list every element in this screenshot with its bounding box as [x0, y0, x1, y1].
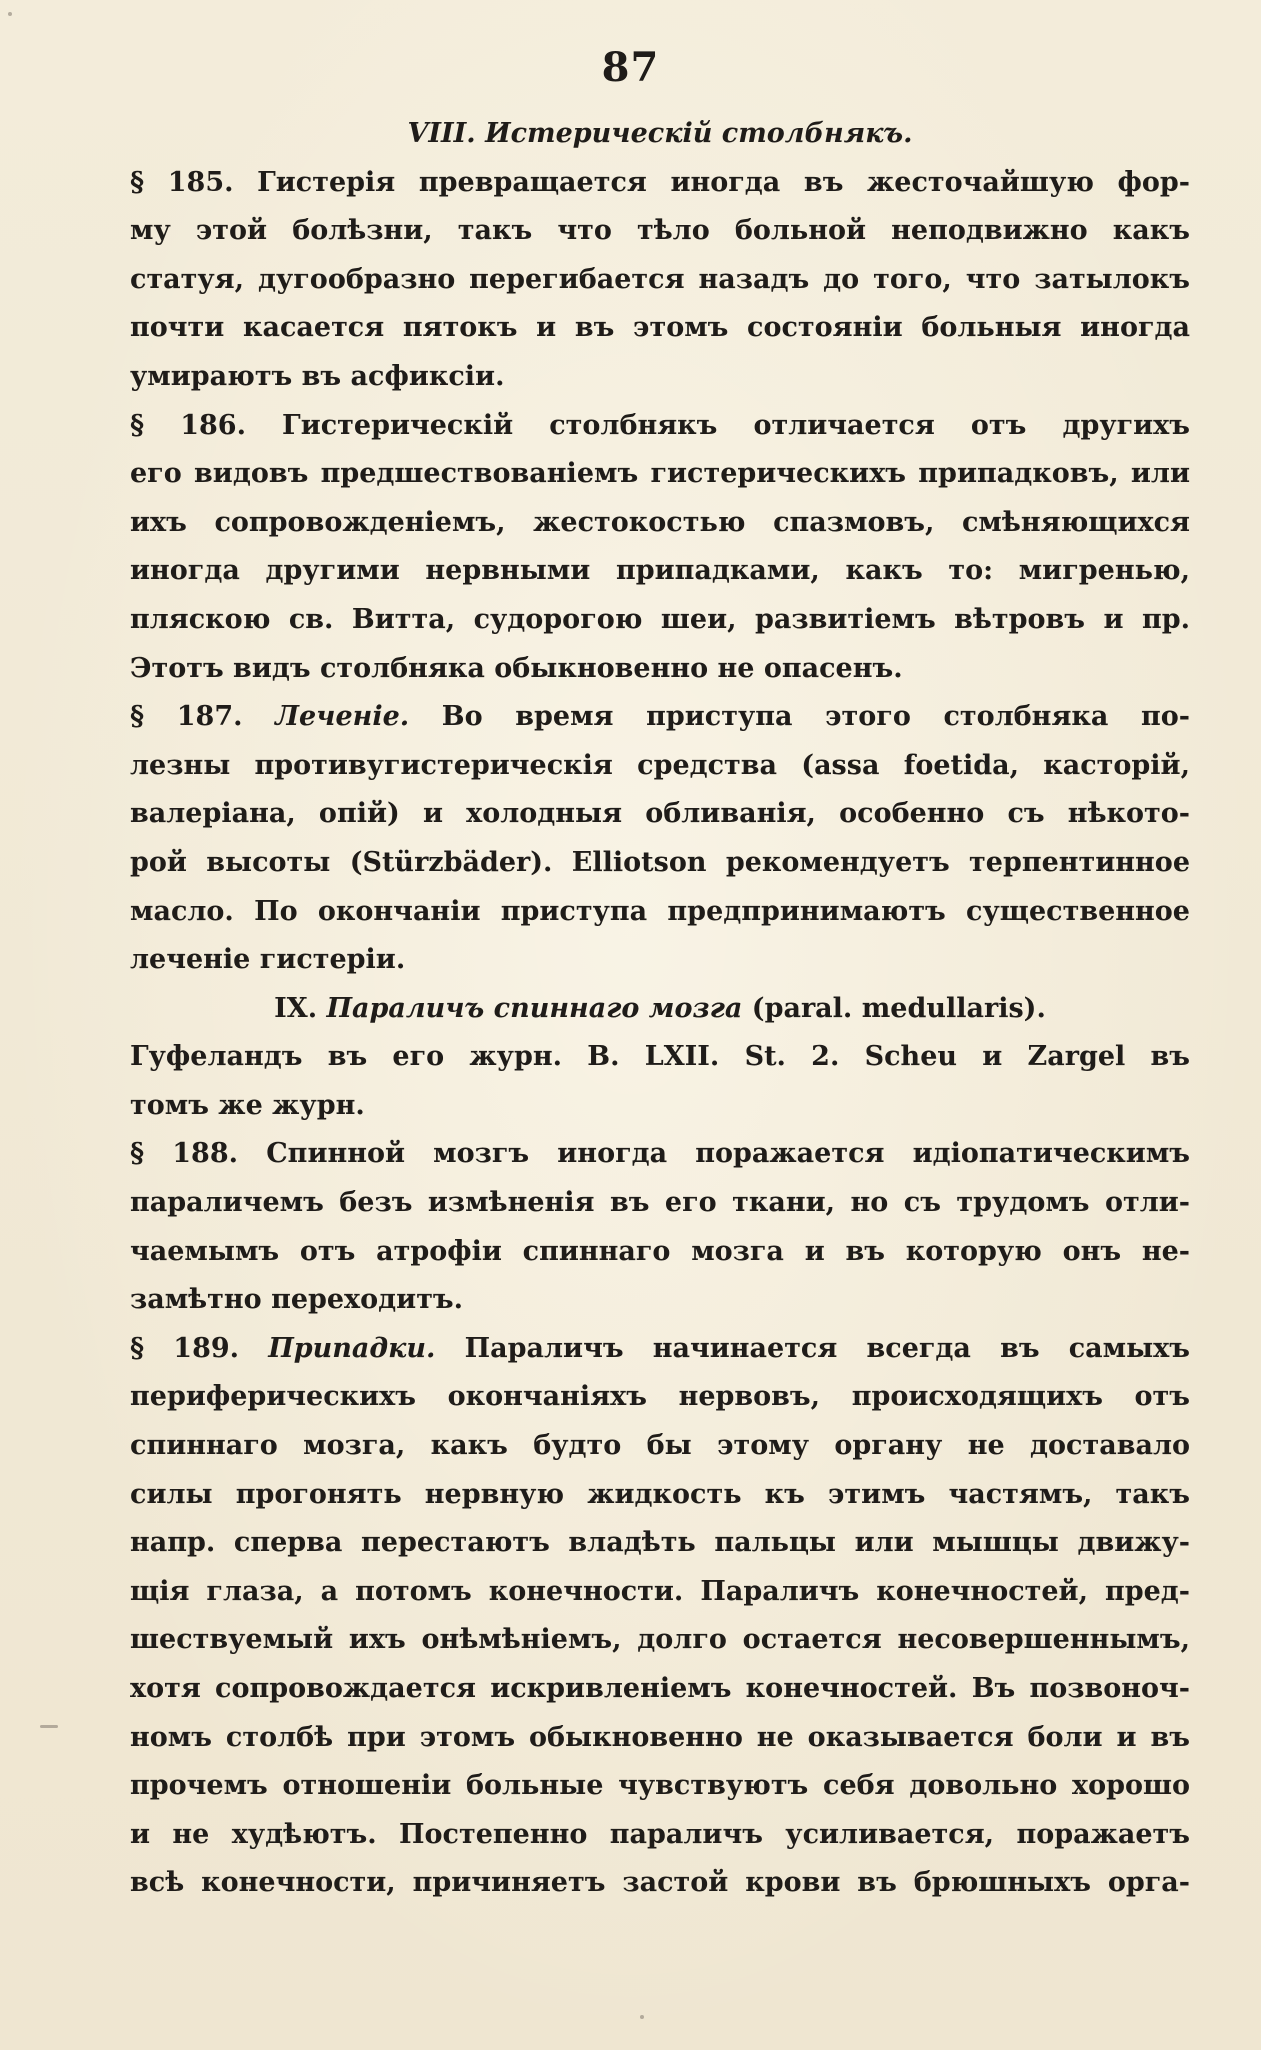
text-line — [130, 256, 1190, 305]
text-run: § 185. Гистерія превращается иногда въ жесточайшую фор- — [130, 166, 1190, 198]
text-run: рой высоты (Stürzbäder). Elliotson рекомендуетъ терпентинное — [130, 846, 1190, 878]
text-line — [130, 1859, 1190, 1908]
text-run: прочемъ отношеніи больные чувствуютъ себя довольно хорошо — [130, 1770, 1190, 1802]
italic-heading-text: Леченіе. — [275, 701, 410, 733]
text-run: леченіе гистеріи. — [130, 944, 406, 976]
text-run: § 186. Гистерическій столбнякъ отличается отъ другихъ — [130, 409, 1190, 441]
text-run: его видовъ предшествованіемъ гистерическихъ припадковъ, или — [130, 458, 1190, 490]
text-run: масло. По окончаніи приступа предпринимаютъ существенное — [130, 895, 1190, 927]
text-run: валеріана, опій) и холодныя обливанія, особенно съ нѣкото- — [130, 798, 1190, 830]
text-line — [130, 1714, 1190, 1763]
text-run: томъ же журн. — [130, 1089, 365, 1121]
text-line — [130, 353, 1190, 402]
text-run: чаемымъ отъ атрофіи спиннаго мозга и въ которую онъ не- — [130, 1235, 1190, 1267]
text-run: Этотъ видъ столбняка обыкновенно не опасенъ. — [130, 652, 903, 684]
text-run: лезны противугистерическія средства (assa foetida, касторій, — [130, 749, 1190, 781]
text-line — [130, 985, 1190, 1034]
text-run: хотя сопровождается искривленіемъ конечностей. Въ позвоноч- — [130, 1673, 1190, 1704]
text-line — [130, 1471, 1190, 1520]
text-line — [130, 1422, 1190, 1471]
text-run: § 189. — [130, 1332, 269, 1364]
scan-speck — [40, 1725, 58, 1728]
text-line — [130, 304, 1190, 353]
text-run: статуя, дугообразно перегибается назадъ до того, что затылокъ — [130, 263, 1190, 295]
text-run: Во время приступа этого столбняка по- — [409, 701, 1190, 733]
italic-heading-text: Припадки. — [268, 1332, 436, 1364]
text-line — [130, 1325, 1190, 1374]
italic-heading-text: VIII. Истерическій столбнякъ. — [407, 118, 913, 149]
text-line — [130, 839, 1190, 888]
text-line — [130, 1616, 1190, 1665]
italic-heading-text: Параличъ спиннаго мозга — [326, 992, 743, 1024]
text-line — [130, 1130, 1190, 1179]
text-line — [130, 888, 1190, 937]
text-run: почти касается пятокъ и въ этомъ состояніи больныя иногда — [130, 312, 1190, 344]
scan-speck — [8, 12, 12, 16]
text-line — [130, 547, 1190, 596]
text-run: шествуемый ихъ онѣмѣніемъ, долго остается несовершеннымъ, — [130, 1624, 1190, 1656]
text-line — [130, 450, 1190, 499]
text-run: щія глаза, а потомъ конечности. Параличъ конечностей, пред- — [130, 1575, 1190, 1607]
text-run: иногда другими нервными припадками, какъ то: мигренью, — [130, 555, 1190, 587]
text-line — [130, 1519, 1190, 1568]
text-run: параличемъ безъ измѣненія въ его ткани, но съ трудомъ отли- — [130, 1187, 1190, 1219]
text-line — [130, 1276, 1190, 1325]
text-run: § 188. Спинной мозгъ иногда поражается идіопатическимъ — [130, 1138, 1190, 1170]
text-run: (paral. medullaris). — [742, 992, 1046, 1024]
text-line — [130, 645, 1190, 694]
text-run: и не худѣютъ. Постепенно параличъ усиливается, поражаетъ — [130, 1818, 1190, 1850]
text-run: номъ столбѣ при этомъ обыкновенно не оказывается боли и въ — [130, 1721, 1190, 1753]
text-line — [130, 596, 1190, 645]
text-run: спиннаго мозга, какъ будто бы этому органу не доставало — [130, 1430, 1190, 1462]
text-line — [130, 1179, 1190, 1228]
text-run: ихъ сопровожденіемъ, жестокостью спазмовъ, смѣняющихся — [130, 506, 1190, 538]
text-line — [130, 110, 1190, 159]
text-run: пляскою св. Витта, судорогою шеи, развитіемъ вѣтровъ и пр. — [130, 603, 1190, 635]
text-line — [130, 1762, 1190, 1811]
text-run: напр. сперва перестаютъ владѣть пальцы или мышцы движу- — [130, 1527, 1190, 1559]
text-run: всѣ конечности, причиняетъ застой крови въ брюшныхъ орга- — [130, 1867, 1190, 1899]
text-run: § 187. — [130, 701, 276, 733]
text-run: силы прогонять нервную жидкость къ этимъ частямъ, такъ — [130, 1478, 1190, 1510]
text-line — [130, 159, 1190, 208]
text-line — [130, 1373, 1190, 1422]
text-line — [130, 402, 1190, 451]
text-run: Гуфеландъ въ его журн. B. LXII. St. 2. Scheu и Zargel въ — [130, 1041, 1190, 1073]
body-text — [130, 110, 1190, 1908]
text-line — [130, 1665, 1190, 1714]
text-line — [130, 936, 1190, 985]
text-run: замѣтно переходитъ. — [130, 1284, 464, 1316]
text-run: Параличъ начинается всегда въ самыхъ — [435, 1332, 1190, 1364]
page-number: 87 — [601, 44, 660, 91]
text-line — [130, 1082, 1190, 1131]
text-line — [130, 693, 1190, 742]
text-run: му этой болѣзни, такъ что тѣло больной неподвижно какъ — [130, 215, 1190, 247]
text-run: умираютъ въ асфиксіи. — [130, 360, 505, 392]
text-line — [130, 1568, 1190, 1617]
text-line — [130, 1811, 1190, 1860]
text-line — [130, 1228, 1190, 1277]
text-line — [130, 207, 1190, 256]
text-line — [130, 1033, 1190, 1082]
text-run: периферическихъ окончаніяхъ нервовъ, происходящихъ отъ — [130, 1381, 1190, 1413]
text-line — [130, 499, 1190, 548]
text-line — [130, 790, 1190, 839]
scan-speck — [640, 2015, 644, 2019]
text-line — [130, 742, 1190, 791]
text-run: IX. — [274, 992, 327, 1024]
